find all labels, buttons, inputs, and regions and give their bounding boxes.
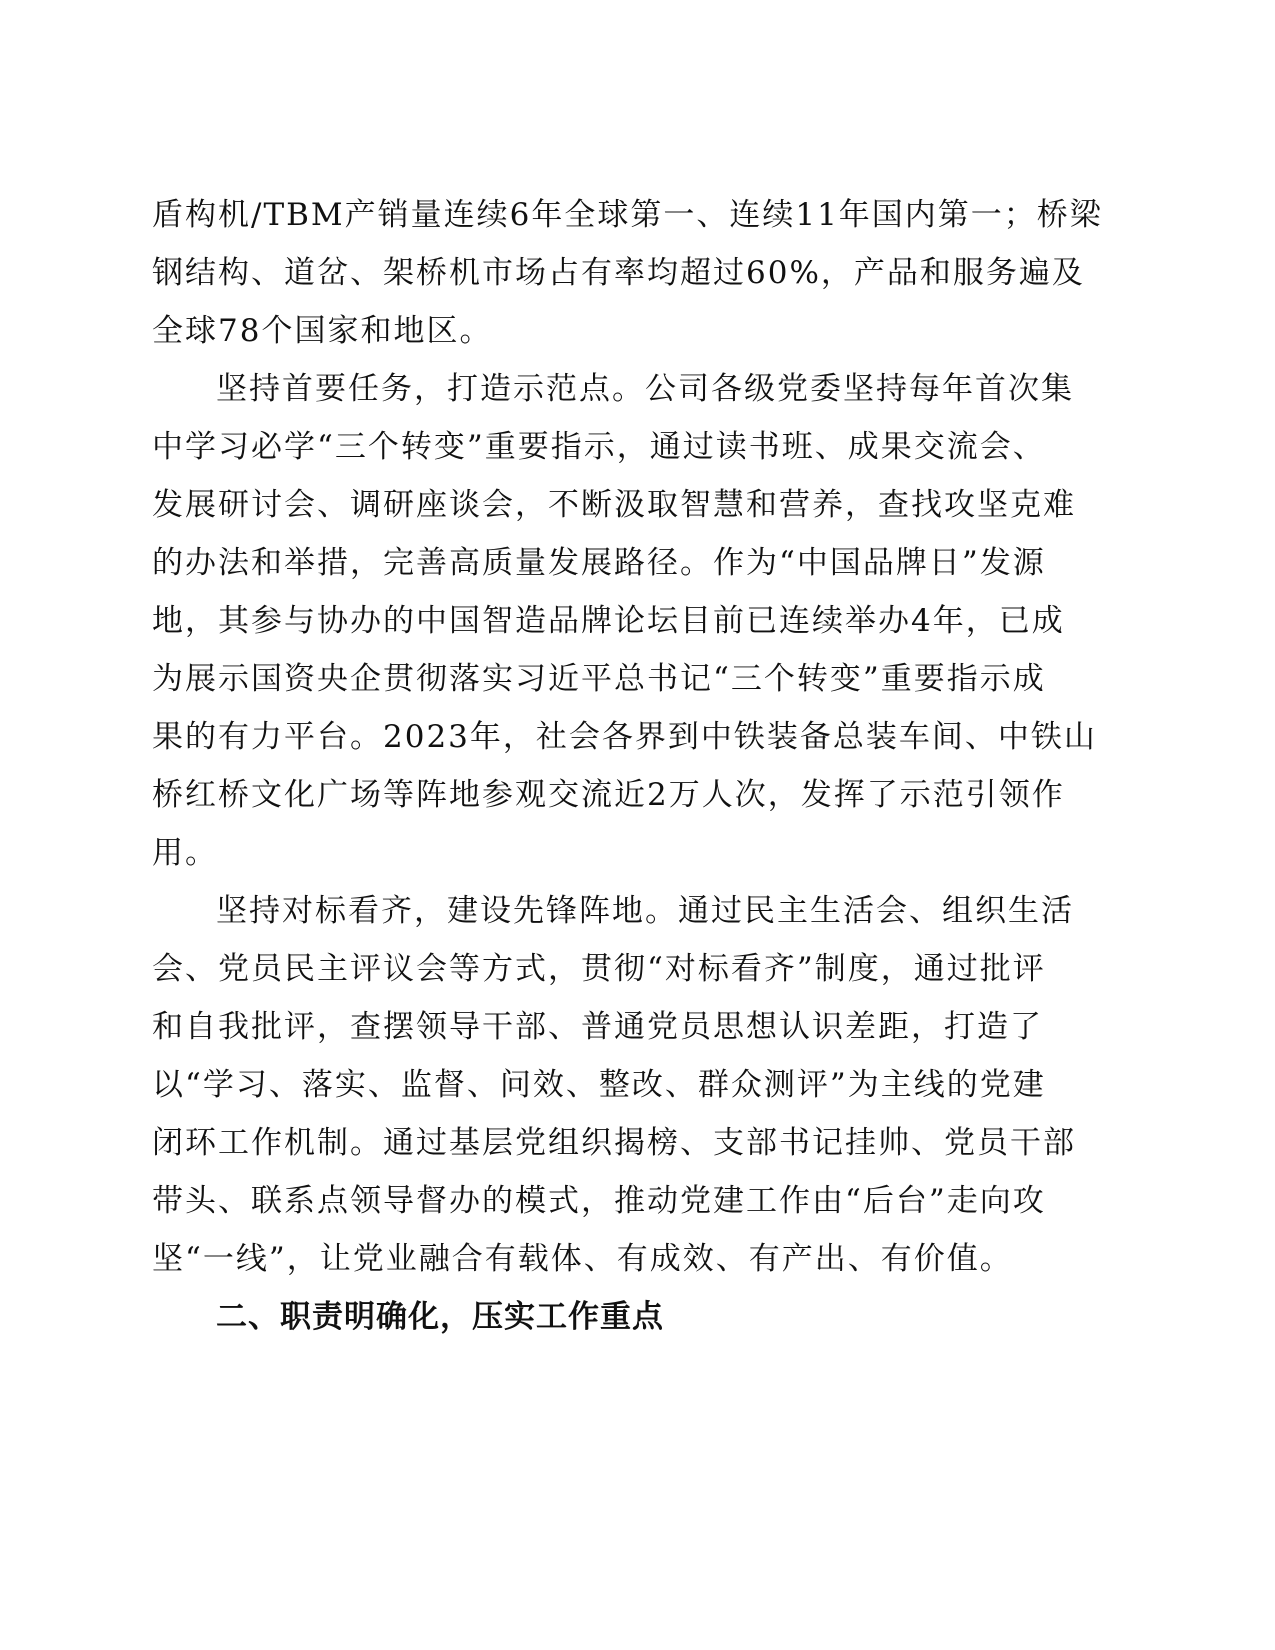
text-line: 地，其参与协办的中国智造品牌论坛目前已连续举办4年，已成 — [152, 603, 1065, 639]
text-line: 为展示国资央企贯彻落实习近平总书记“三个转变”重要指示成 — [152, 661, 1046, 697]
text-line: 果的有力平台。2023年，社会各界到中铁装备总装车间、中铁山 — [152, 719, 1097, 755]
paragraph-primary-task — [152, 360, 1097, 882]
text-line: 的办法和举措，完善高质量发展路径。作为“中国品牌日”发源 — [152, 545, 1046, 581]
text-line: 坚“一线”，让党业融合有载体、有成效、有产出、有价值。 — [152, 1241, 1013, 1277]
text-line: 坚持首要任务，打造示范点。公司各级党委坚持每年首次集 — [216, 371, 1074, 407]
text-line: 以“学习、落实、监督、问效、整改、群众测评”为主线的党建 — [152, 1067, 1046, 1103]
text-line: 会、党员民主评议会等方式，贯彻“对标看齐”制度，通过批评 — [152, 951, 1046, 987]
text-line: 闭环工作机制。通过基层党组织揭榜、支部书记挂帅、党员干部 — [152, 1125, 1076, 1161]
paragraph-benchmark-alignment — [152, 882, 1076, 1288]
text-line: 带头、联系点领导督办的模式，推动党建工作由“后台”走向攻 — [152, 1183, 1046, 1219]
text-line: 和自我批评，查摆领导干部、普通党员思想认识差距，打造了 — [152, 1009, 1043, 1045]
text-line: 桥红桥文化广场等阵地参观交流近2万人次，发挥了示范引领作 — [152, 777, 1065, 813]
text-line: 全球78个国家和地区。 — [152, 313, 493, 349]
text-line: 中学习必学“三个转变”重要指示，通过读书班、成果交流会、 — [152, 429, 1046, 465]
text-line: 发展研讨会、调研座谈会，不断汲取智慧和营养，查找攻坚克难 — [152, 487, 1076, 523]
paragraph-shield-machine-stats — [152, 186, 1103, 360]
text-line: 盾构机/TBM产销量连续6年全球第一、连续11年国内第一；桥梁 — [152, 197, 1103, 233]
text-line: 坚持对标看齐，建设先锋阵地。通过民主生活会、组织生活 — [216, 893, 1074, 929]
section-heading: 二、职责明确化，压实工作重点 — [216, 1299, 664, 1335]
text-line: 钢结构、道岔、架桥机市场占有率均超过60%，产品和服务遍及 — [152, 255, 1085, 291]
document-body — [152, 186, 1103, 1346]
text-line: 用。 — [152, 835, 218, 871]
